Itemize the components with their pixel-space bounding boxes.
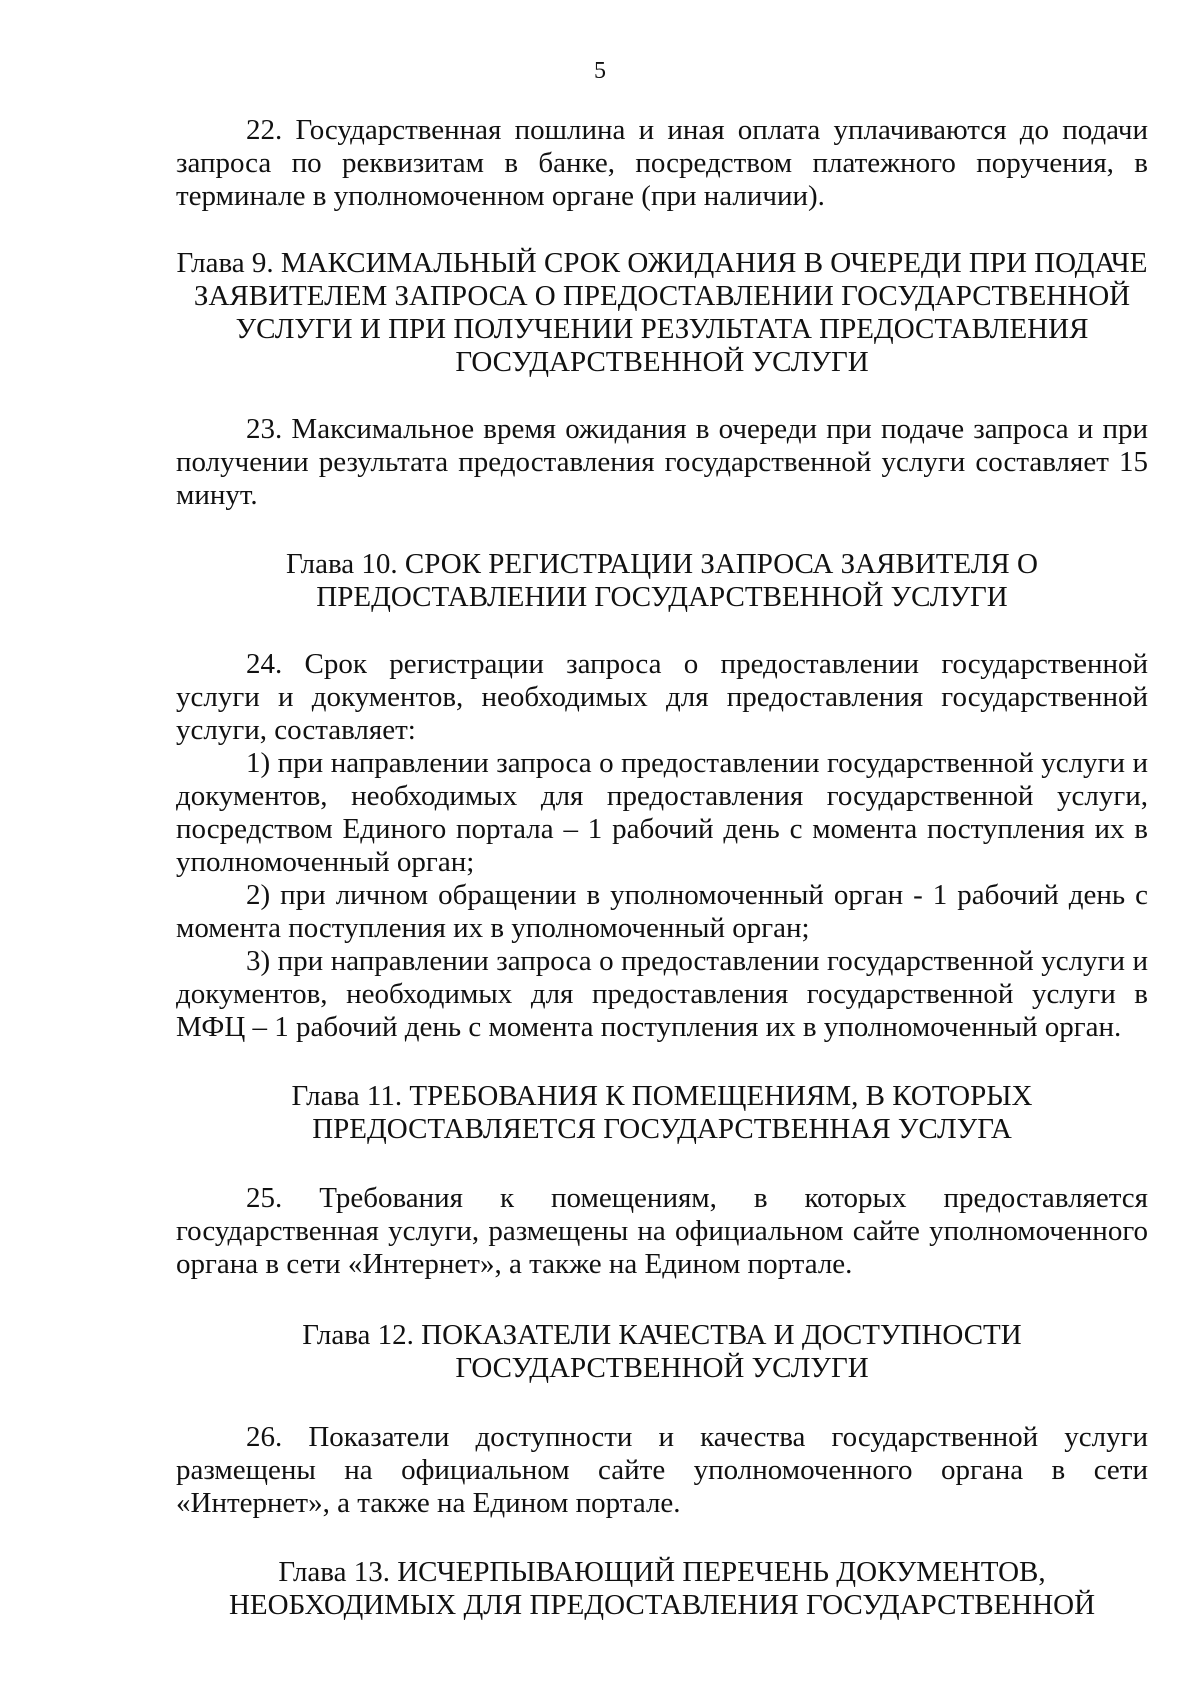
paragraph-26: 26. Показатели доступности и качества государственной услуги размещены на официальном сайте уполномоченного органа в сети «Интернет», а также на Едином портале. (176, 1421, 1148, 1519)
page-number: 5 (594, 58, 606, 84)
chapter-13-heading: Глава 13. ИСЧЕРПЫВАЮЩИЙ ПЕРЕЧЕНЬ ДОКУМЕНТОВ, НЕОБХОДИМЫХ ДЛЯ ПРЕДОСТАВЛЕНИЯ ГОСУДАРСТВЕННОЙ (228, 1556, 1096, 1621)
paragraph-24-item-2: 2) при личном обращении в уполномоченный орган - 1 рабочий день с момента поступления их в уполномоченный орган; (176, 879, 1148, 944)
document-body (176, 114, 1148, 1622)
chapter-9-heading: Глава 9. МАКСИМАЛЬНЫЙ СРОК ОЖИДАНИЯ В ОЧЕРЕДИ ПРИ ПОДАЧЕ ЗАЯВИТЕЛЕМ ЗАПРОСА О ПРЕДОСТАВЛЕНИИ ГОСУДАРСТВЕННОЙ УСЛУГИ И ПРИ ПОЛУЧЕНИИ РЕЗУЛЬТАТА ПРЕДОСТАВЛЕНИЯ ГОСУДАРСТВЕННОЙ УСЛУГИ (176, 247, 1148, 378)
chapter-12-heading: Глава 12. ПОКАЗАТЕЛИ КАЧЕСТВА И ДОСТУПНОСТИ ГОСУДАРСТВЕННОЙ УСЛУГИ (302, 1319, 1022, 1384)
chapter-10-heading: Глава 10. СРОК РЕГИСТРАЦИИ ЗАПРОСА ЗАЯВИТЕЛЯ О ПРЕДОСТАВЛЕНИИ ГОСУДАРСТВЕННОЙ УСЛУГИ (286, 548, 1038, 613)
paragraph-24-item-3: 3) при направлении запроса о предоставлении государственной услуги и документов, необходимых для предоставления государственной услуги в МФЦ – 1 рабочий день с момента поступления их в уполномоченный орган. (176, 945, 1148, 1043)
paragraph-23: 23. Максимальное время ожидания в очереди при подаче запроса и при получении результата предоставления государственной услуги составляет 15 минут. (176, 413, 1148, 511)
paragraph-24: 24. Срок регистрации запроса о предоставлении государственной услуги и документов, необходимых для предоставления государственной услуги, составляет: (176, 648, 1148, 746)
paragraph-24-item-1: 1) при направлении запроса о предоставлении государственной услуги и документов, необходимых для предоставления государственной услуги, посредством Единого портала – 1 рабочий день с момента поступления их в уполномоченный орган; (176, 747, 1148, 878)
paragraph-25: 25. Требования к помещениям, в которых предоставляется государственная услуги, размещены на официальном сайте уполномоченного органа в сети «Интернет», а также на Едином портале. (176, 1182, 1148, 1280)
chapter-11-heading: Глава 11. ТРЕБОВАНИЯ К ПОМЕЩЕНИЯМ, В КОТОРЫХ ПРЕДОСТАВЛЯЕТСЯ ГОСУДАРСТВЕННАЯ УСЛУГА (291, 1080, 1033, 1145)
paragraph-22: 22. Государственная пошлина и иная оплата уплачиваются до подачи запроса по реквизитам в банке, посредством платежного поручения, в терминале в уполномоченном органе (при наличии). (176, 114, 1148, 212)
